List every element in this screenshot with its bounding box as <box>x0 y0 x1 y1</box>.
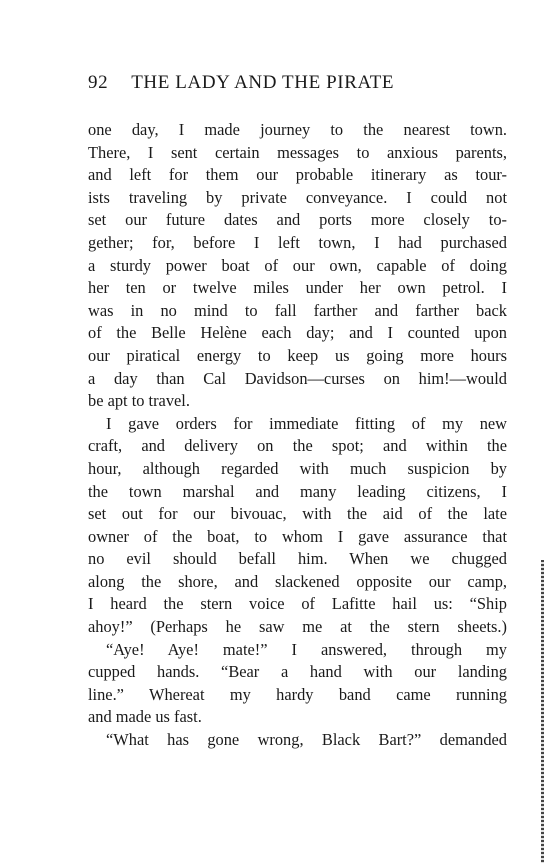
text-line: a sturdy power boat of our own, capable of doing <box>88 255 507 275</box>
text-line: There, I sent certain messages to anxious parents, <box>88 142 507 162</box>
text-line: I heard the stern voice of Lafitte hail us: “Ship <box>88 594 507 614</box>
text-line: the town marshal and many leading citizens, I <box>88 481 507 501</box>
text-line: “What has gone wrong, Black Bart?” demanded <box>106 730 507 750</box>
text-line: was in no mind to fall farther and farther back <box>88 300 507 320</box>
text-line: no evil should befall him. When we chugged <box>88 549 507 569</box>
text-line: cupped hands. “Bear a hand with our landing <box>88 662 507 682</box>
text-line: be apt to travel. <box>88 391 190 411</box>
text-line: our piratical energy to keep us going more hours <box>88 345 507 365</box>
text-line: gether; for, before I left town, I had purchased <box>88 232 507 252</box>
body-text <box>88 119 507 752</box>
text-line: craft, and delivery on the spot; and within the <box>88 436 507 456</box>
text-line: hour, although regarded with much suspicion by <box>88 458 507 478</box>
text-line: one day, I made journey to the nearest town. <box>88 120 507 139</box>
text-line: line.” Whereat my hardy band came running <box>88 684 507 704</box>
running-title: THE LADY AND THE PIRATE <box>131 72 395 93</box>
text-line: set out for our bivouac, with the aid of the late <box>88 504 507 524</box>
text-line: her ten or twelve miles under her own petrol. I <box>88 278 507 298</box>
text-line: and left for them our probable itinerary as tour- <box>88 165 507 185</box>
text-line: of the Belle Helène each day; and I counted upon <box>88 323 507 343</box>
text-line: ahoy!” (Perhaps he saw me at the stern sheets.) <box>88 617 507 637</box>
text-line: ists traveling by private conveyance. I could not <box>88 187 507 207</box>
text-line: a day than Cal Davidson—curses on him!—would <box>88 368 507 388</box>
text-line: and made us fast. <box>88 707 202 727</box>
text-line: owner of the boat, to whom I gave assurance that <box>88 526 507 546</box>
text-line: set our future dates and ports more closely to- <box>88 210 507 230</box>
running-head <box>88 72 460 94</box>
text-line: along the shore, and slackened opposite our camp, <box>88 571 507 591</box>
page-number: 92 <box>88 72 109 93</box>
text-line: “Aye! Aye! mate!” I answered, through my <box>106 639 507 659</box>
text-line: I gave orders for immediate fitting of my new <box>106 413 507 433</box>
